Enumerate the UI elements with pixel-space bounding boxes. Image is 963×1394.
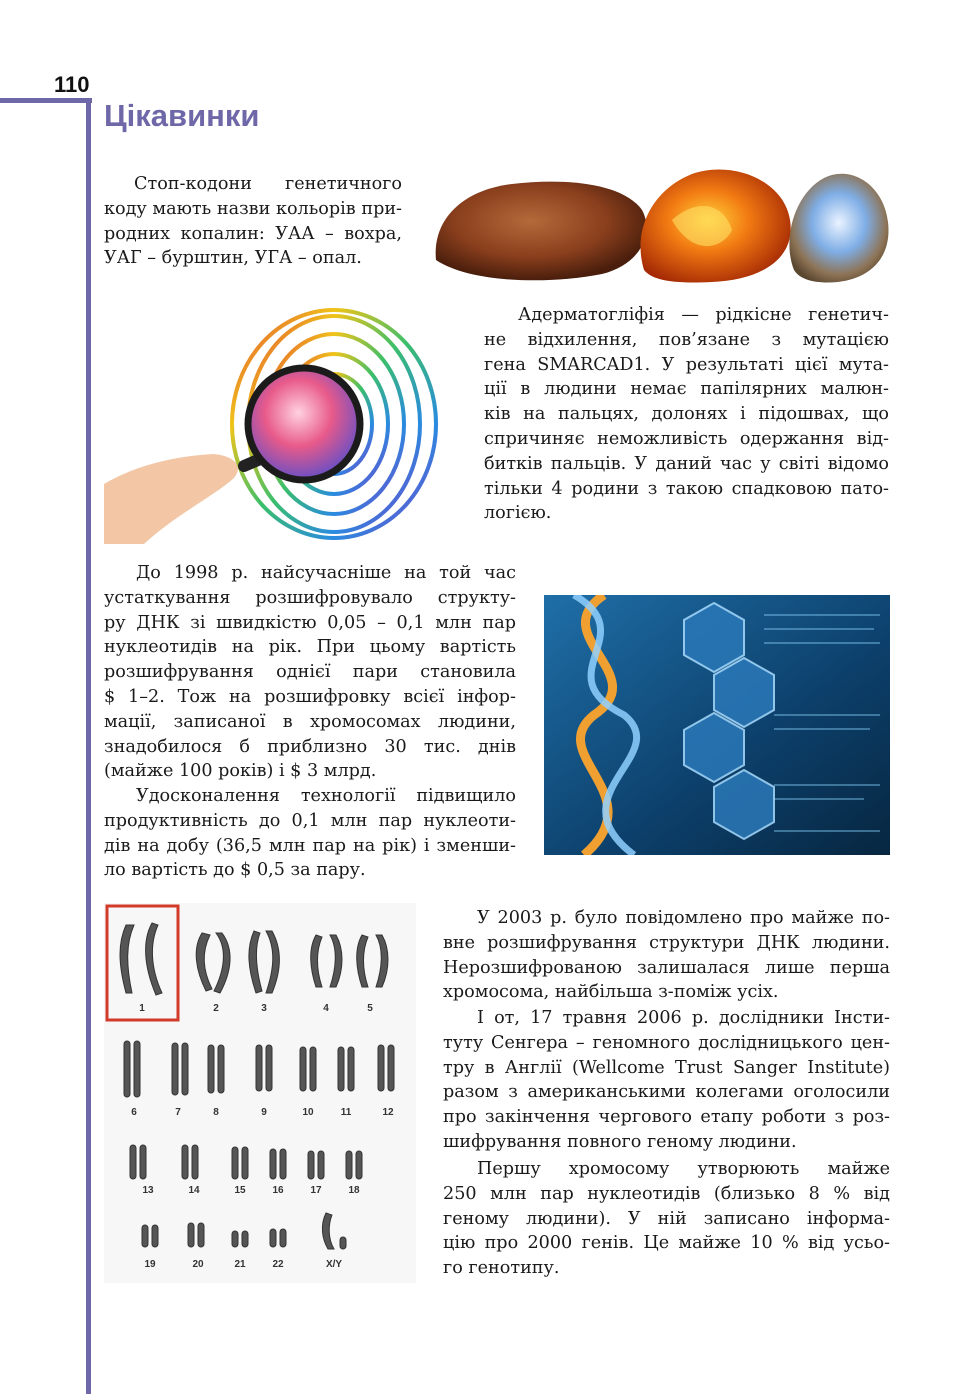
text-line: вне розшифрування структури ДНК людини. — [443, 932, 890, 953]
text-line: геному людини). У ній записано інформа- — [443, 1208, 890, 1229]
text-line: розшифрування однієї пари становила — [104, 662, 516, 683]
chromosome-label: 15 — [234, 1185, 246, 1196]
text-line: родних копалин: УАА – вохра, — [104, 223, 402, 244]
decoding-2003-paragraph — [443, 906, 890, 1005]
text-line: Удосконалення технології підвищило — [136, 786, 516, 806]
chromosome-label: 4 — [323, 1003, 329, 1014]
text-line: Нерозшифрованою залишалася лише перша — [443, 957, 890, 978]
chromosome-label: 1 — [139, 1003, 145, 1014]
text-line: спричиняє неможливість одержання від- — [484, 428, 889, 449]
chromosome-label: 2 — [213, 1003, 219, 1014]
text-line: ків на пальцях, долонях і підошвах, що — [484, 404, 889, 425]
chromosome-label: 9 — [261, 1107, 267, 1118]
chromosome-label: 17 — [310, 1185, 322, 1196]
hand — [104, 454, 238, 544]
text-line: го генотипу. — [443, 1258, 560, 1279]
text-line: тільки 4 родини з такою спадковою пато- — [484, 478, 889, 499]
text-line: 250 млн пар нуклеотидів (близько 8 % від — [443, 1183, 890, 1204]
text-line: дів на добу (36,5 млн пар на рік) і зменши- — [104, 835, 516, 856]
text-line: До 1998 р. найсучасніше на той час — [136, 563, 516, 583]
chromosome-label: 22 — [272, 1259, 284, 1270]
karyotype-image — [104, 903, 416, 1283]
chromosome-label: 21 — [234, 1259, 246, 1270]
chromosome-label: 11 — [340, 1107, 352, 1118]
text-line: гена SMARCAD1. У результаті цієї мута- — [484, 354, 889, 375]
text-line: І от, 17 травня 2006 р. дослідники Інсти- — [477, 1008, 890, 1028]
chromosome-label: 19 — [144, 1259, 156, 1270]
chromosome-label: 14 — [188, 1185, 200, 1196]
text-line: разом з американськими колегами оголосили — [443, 1082, 890, 1103]
sanger-2006-paragraph — [443, 1006, 890, 1155]
text-line: мації, записаної в хромосомах людини, — [104, 711, 516, 732]
chromosome-label: 20 — [192, 1259, 204, 1270]
text-line: ції в людини немає папілярних малюн- — [484, 379, 889, 400]
text-line: коду мають назви кольорів при- — [104, 198, 402, 219]
text-line: УАГ – бурштин, УГА – опал. — [104, 248, 362, 269]
text-line: Стоп-кодони генетичного — [134, 174, 402, 194]
adermatoglyphia-paragraph — [484, 303, 889, 526]
chromosome-label: 12 — [382, 1107, 394, 1118]
page-number: 110 — [54, 72, 90, 97]
chromosome-label: X/Y — [325, 1259, 343, 1270]
text-line: Адерматогліфія — рідкісне генетич- — [518, 305, 889, 325]
chromosome-label: 3 — [261, 1003, 267, 1014]
text-line: ру ДНК зі швидкістю 0,05 – 0,1 млн пар — [104, 612, 516, 633]
text-line: нуклеотидів на рік. При цьому вартість — [104, 637, 516, 658]
chromosome-label: 7 — [175, 1107, 181, 1118]
text-line: устаткування розшифровувало структу- — [104, 587, 516, 608]
margin-rule — [86, 98, 91, 1394]
chromosome-label: 8 — [213, 1107, 219, 1118]
text-line: битків пальців. У даний час у світі відомо — [484, 453, 889, 474]
chromosome-label: 16 — [272, 1185, 284, 1196]
text-line: хромосома, найбільша з-поміж усіх. — [443, 982, 779, 1003]
text-line: (майже 100 років) і $ 3 млрд. — [104, 761, 377, 782]
text-line: знадобилося б приблизно 30 тис. днів — [104, 736, 516, 757]
chromosome-label: 13 — [142, 1185, 154, 1196]
text-line: туту Сенгера – геномного дослідницького цен- — [443, 1032, 890, 1053]
chromosome-label: 5 — [367, 1003, 373, 1014]
magnifier-lens — [248, 368, 360, 480]
text-line: логією. — [484, 503, 552, 524]
ochre-stone — [436, 182, 647, 281]
text-line: тру в Англії (Wellcome Trust Sanger Institute) — [443, 1057, 890, 1078]
text-line: не відхилення, пов’язане з мутацією — [484, 329, 889, 350]
text-line: про закінчення чергового етапу роботи з роз- — [443, 1107, 890, 1128]
opal-stone — [789, 174, 888, 283]
chromosome-1-paragraph — [443, 1157, 890, 1281]
minerals-image — [432, 160, 890, 286]
text-line: цію про 2000 генів. Це майже 10 % від усьо- — [443, 1233, 890, 1254]
text-line: $ 1–2. Тож на розшифровку всієї інфор- — [104, 686, 516, 707]
dna-helix-image — [544, 595, 890, 855]
text-line: шифрування повного геному людини. — [443, 1131, 797, 1152]
chromosome-label: 10 — [302, 1107, 314, 1118]
chromosome-label: 18 — [348, 1185, 360, 1196]
text-line: Першу хромосому утворюють майже — [477, 1159, 890, 1179]
header-rule — [0, 98, 92, 103]
text-line: ло вартість до $ 0,5 за пару. — [104, 860, 366, 881]
codons-paragraph — [104, 172, 402, 271]
fingerprint-magnifier-image — [104, 306, 460, 544]
improvement-paragraph — [104, 784, 516, 883]
chromosome-label: 6 — [131, 1107, 137, 1118]
text-line: продуктивність до 0,1 млн пар нуклеоти- — [104, 810, 516, 831]
text-line: У 2003 р. було повідомлено про майже по- — [477, 908, 890, 928]
decoding-1998-paragraph — [104, 561, 516, 784]
page-title: Цікавинки — [104, 98, 260, 133]
